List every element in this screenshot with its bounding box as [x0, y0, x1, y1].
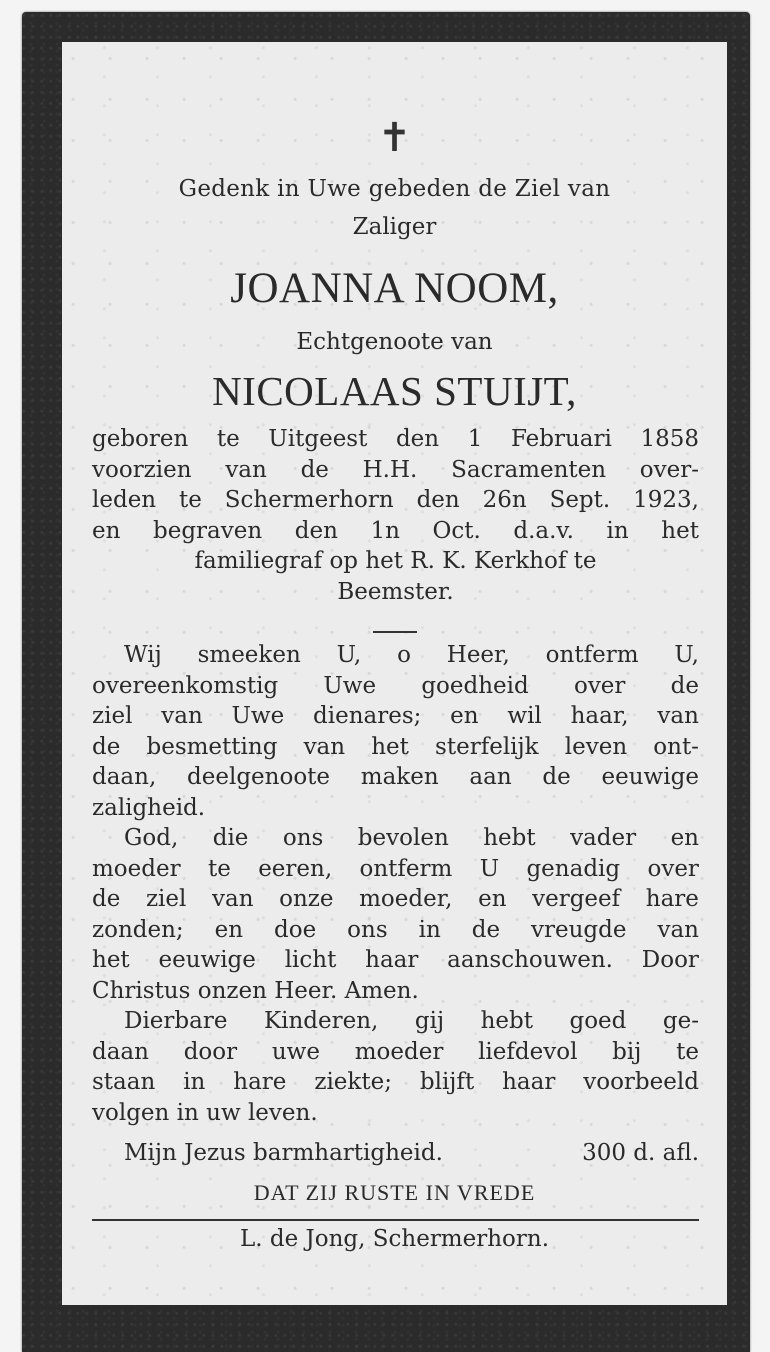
prayer-line: zaligheid.	[92, 794, 206, 821]
word: genadig	[526, 855, 621, 882]
word: te	[216, 426, 240, 452]
word: moeder	[92, 855, 181, 882]
word: en	[92, 517, 121, 544]
word: 1	[467, 426, 483, 452]
word: in	[183, 1069, 206, 1095]
word: den	[294, 517, 338, 544]
word: U,	[336, 642, 362, 668]
details-line	[92, 485, 699, 516]
word: van	[657, 916, 699, 943]
zaliger-text: Zaliger	[352, 214, 437, 240]
word: ons	[282, 825, 324, 851]
word: te	[179, 487, 202, 513]
card-paper	[62, 42, 727, 1305]
word: eeuwige	[601, 764, 699, 790]
word: geboren	[92, 426, 189, 452]
prayer-line	[92, 671, 699, 702]
word: o	[397, 642, 411, 668]
details-line	[92, 516, 699, 547]
word: het	[92, 947, 130, 973]
prayer-line: Christus onzen Heer. Amen.	[92, 977, 419, 1004]
word: over-	[639, 456, 699, 483]
word: moeder,	[359, 886, 453, 912]
word: Schermerhorn	[224, 487, 394, 513]
word: Kinderen,	[263, 1008, 379, 1034]
word: zonden;	[92, 916, 184, 943]
word: vergeef	[532, 886, 621, 912]
word: daan,	[92, 764, 157, 790]
word: ge-	[662, 1008, 699, 1034]
word: leven	[564, 733, 628, 760]
word: 1n	[370, 517, 400, 544]
word: hare	[645, 886, 699, 912]
prayer-line	[92, 1037, 699, 1068]
word: de	[300, 456, 329, 483]
word: besmetting	[146, 733, 278, 760]
word: het	[371, 733, 409, 760]
word: Februari	[510, 426, 612, 452]
word: over	[647, 855, 699, 882]
word: Dierbare	[124, 1008, 228, 1034]
word: U	[479, 855, 500, 882]
word: ont-	[653, 733, 699, 760]
word: leden	[92, 487, 157, 513]
intro-text: Gedenk in Uwe gebeden de Ziel van	[178, 176, 611, 202]
word: wil	[507, 703, 542, 729]
word: smeeken	[197, 642, 301, 668]
word: aanschouwen.	[447, 947, 613, 973]
word: van	[303, 733, 346, 760]
rest-in-peace: DAT ZIJ RUSTE IN VREDE	[253, 1180, 536, 1205]
word: en	[450, 703, 479, 729]
indulgence-value: 300 d. afl.	[582, 1140, 699, 1166]
word: en	[670, 825, 699, 851]
details-line	[92, 455, 699, 486]
word: den	[416, 487, 460, 513]
prayer-text	[92, 640, 699, 1128]
prayer-line	[92, 1006, 699, 1037]
long-divider	[92, 1219, 699, 1221]
word: daan	[92, 1038, 149, 1065]
word: overeenkomstig	[92, 672, 279, 699]
word: het	[661, 517, 699, 544]
word: d.a.v.	[513, 517, 574, 544]
word: staan	[92, 1069, 156, 1095]
word: Sacramenten	[451, 456, 607, 483]
word: Door	[641, 947, 699, 973]
word: 26n	[482, 487, 527, 513]
word: ziel	[145, 886, 187, 912]
prayer-line	[92, 915, 699, 946]
word: maken	[360, 764, 439, 790]
word: U,	[674, 642, 699, 668]
word: God,	[124, 825, 179, 851]
word: bevolen	[357, 825, 449, 851]
word: aan	[469, 764, 512, 790]
word: deelgenoote	[187, 764, 331, 790]
word: ontferm	[359, 855, 453, 882]
word: in	[606, 517, 629, 544]
word: moeder	[354, 1038, 444, 1065]
word: te	[676, 1038, 699, 1065]
memorial-card	[22, 12, 750, 1352]
word: te	[207, 855, 231, 882]
word: de	[92, 733, 121, 760]
word: van	[657, 703, 699, 729]
word: Uwe	[323, 672, 377, 699]
deceased-name: JOANNA NOOM,	[230, 265, 559, 312]
word: Uitgeest	[268, 426, 368, 452]
word: Wij	[124, 642, 162, 668]
printer-credit: L. de Jong, Schermerhorn.	[239, 1226, 550, 1252]
prayer-line	[92, 823, 699, 854]
word: in	[418, 916, 441, 943]
word: eeuwige	[158, 947, 256, 973]
biographical-details	[92, 424, 699, 607]
word: goed	[569, 1008, 627, 1034]
word: van	[211, 886, 254, 912]
word: en	[214, 916, 244, 943]
details-line: Beemster.	[337, 578, 454, 605]
word: de	[542, 764, 571, 790]
prayer-line	[92, 1067, 699, 1098]
word: de	[471, 916, 501, 943]
word: liefdevol	[478, 1038, 578, 1065]
prayer-line	[92, 762, 699, 793]
word: Oct.	[432, 517, 481, 544]
word: Heer,	[446, 642, 510, 668]
word: de	[92, 886, 121, 912]
details-line	[92, 424, 699, 455]
word: uwe	[271, 1038, 320, 1065]
word: dienares;	[313, 703, 422, 729]
word: goedheid	[421, 672, 529, 699]
word: blijft	[419, 1069, 475, 1095]
word: hare	[233, 1069, 287, 1095]
word: van	[161, 703, 203, 729]
word: voorbeeld	[583, 1069, 699, 1095]
word: 1858	[640, 426, 699, 452]
word: Sept.	[549, 487, 611, 513]
prayer-line	[92, 945, 699, 976]
word: licht	[284, 947, 337, 973]
prayer-line	[92, 884, 699, 915]
prayer-line	[92, 732, 699, 763]
word: vader	[570, 825, 637, 851]
word: onze	[279, 886, 334, 912]
word: eeren,	[258, 855, 333, 882]
spouse-name: NICOLAAS STUIJT,	[212, 368, 577, 414]
word: over	[573, 672, 626, 699]
word: sterfelijk	[435, 733, 539, 760]
word: ontferm	[545, 642, 639, 668]
word: hebt	[480, 1008, 533, 1034]
word: ziekte;	[314, 1069, 392, 1095]
word: bij	[612, 1038, 642, 1065]
indulgence-prayer: Mijn Jezus barmhartigheid.	[124, 1140, 443, 1166]
word: van	[225, 456, 267, 483]
word: haar	[365, 947, 419, 973]
prayer-line	[92, 854, 699, 885]
cross-icon: ✝	[377, 115, 412, 161]
word: H.H.	[362, 456, 418, 483]
word: gij	[414, 1008, 445, 1034]
word: haar,	[570, 703, 629, 729]
word: den	[395, 426, 440, 452]
details-line: familiegraf op het R. K. Kerkhof te	[194, 548, 597, 574]
word: vreugde	[531, 916, 627, 943]
prayer-line	[92, 640, 699, 671]
spouse-label: Echtgenoote van	[296, 329, 493, 355]
short-divider	[373, 631, 417, 633]
word: die	[212, 825, 249, 851]
word: Uwe	[231, 703, 285, 729]
word: doe	[274, 916, 317, 943]
word: begraven	[153, 517, 263, 544]
word: voorzien	[92, 456, 192, 483]
word: door	[183, 1038, 238, 1065]
word: ziel	[92, 703, 133, 729]
prayer-line: volgen in uw leven.	[92, 1099, 318, 1126]
word: en	[478, 886, 507, 912]
indulgence-line	[92, 1138, 699, 1168]
word: 1923,	[633, 487, 699, 513]
word: ons	[347, 916, 388, 943]
word: de	[670, 672, 699, 699]
prayer-line	[92, 701, 699, 732]
word: hebt	[483, 825, 536, 851]
word: haar	[502, 1069, 556, 1095]
